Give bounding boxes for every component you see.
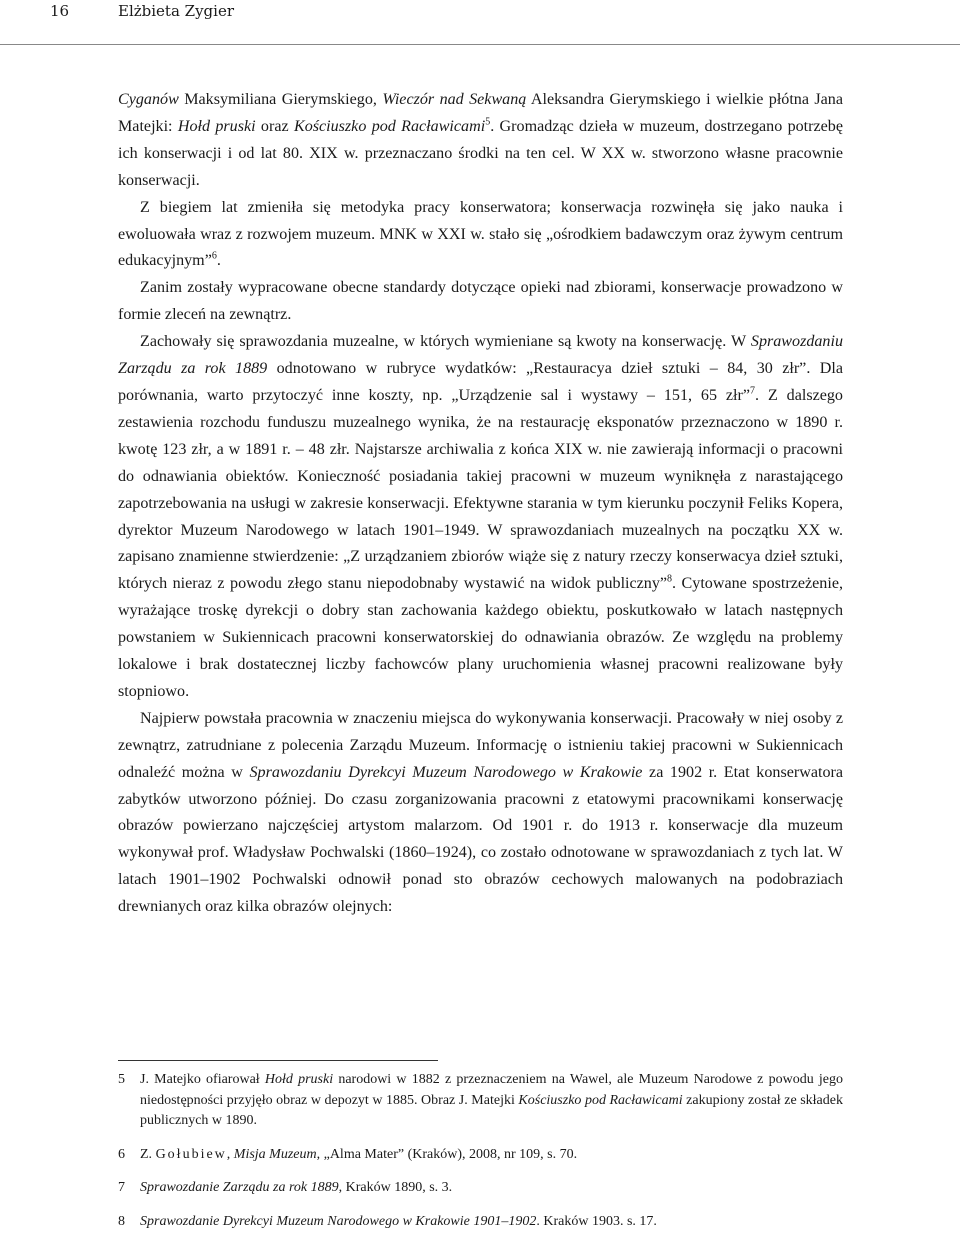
paragraph <box>118 329 843 706</box>
footnote-number: 5 <box>118 1072 125 1087</box>
author-name-spaced: Gołubiew <box>155 1146 227 1162</box>
text-run: Zachowały się sprawozdania muzealne, w których wymieniane są kwoty na konserwację. W <box>140 333 751 351</box>
footnote-item <box>118 1070 843 1132</box>
italic-title: Misja Muzeum <box>233 1146 317 1162</box>
italic-title: Sprawozdanie Dyrekcyi Muzeum Narodowego w Krakowie 1901–1902 <box>140 1213 537 1229</box>
footnote-ref[interactable]: 5 <box>485 116 491 128</box>
text-run: Najpierw powstała pracownia w znaczeniu miejsca do wykonywania konserwacji. Pracowały w niej osoby z zewnątrz, zatrudniane z polecenia Zarządu Muzeum. Informację o istnieniu takiej pracowni w Sukiennicach odnaleźć można w <box>118 709 843 781</box>
footnote-number: 8 <box>118 1213 125 1229</box>
text-run: . Cytowane spostrzeżenie, wyrażające troskę dyrekcji o dobry stan zachowania każdego obiektu, poskutkowało w latach następnych powstaniem w Sukiennicach pracowni konserwatorskiej do odnawiania obrazów. Ze względu na problemy lokalowe i brak dostatecznej liczby fachowców plany uruchomienia własnej pracowni realizowane były stopniowo. <box>118 575 843 700</box>
paragraph <box>118 706 843 921</box>
text-run: Aleksandra Gierymskiego i wielkie płótna Jana Matejki: <box>118 91 843 135</box>
body-text <box>118 87 843 921</box>
paragraph <box>118 195 843 276</box>
text-run: odnotowano w rubryce wydatków: „Restauracya dzieł sztuki – 84, 30 złr”. Dla porównania, warto przytoczyć inne koszty, np. „Urządzenie sal i wystawy – 151, 65 złr” <box>118 360 843 404</box>
text-run: Zanim zostały wypracowane obecne standardy dotyczące opieki nad zbiorami, konserwacje prowadzono w formie zleceń na zewnątrz. <box>118 279 843 324</box>
paragraph <box>118 275 843 329</box>
footnote-item <box>118 1178 843 1199</box>
italic-title: Hołd pruski <box>177 117 256 135</box>
text-run: Z. <box>140 1146 156 1162</box>
italic-title: Kościuszko pod Racławicami <box>518 1092 683 1108</box>
footnote-ref[interactable]: 7 <box>750 385 756 397</box>
text-run: , „Alma Mater” (Kraków), 2008, nr 109, s. 70. <box>316 1146 578 1162</box>
italic-title: Wieczór nad Sekwaną <box>382 91 527 108</box>
running-header <box>0 0 960 45</box>
footnote-item <box>118 1145 843 1166</box>
paragraph <box>118 87 843 195</box>
text-run: Maksymiliana Gierymskiego, <box>178 91 383 108</box>
text-run: , Kraków 1890, s. 3. <box>338 1180 453 1195</box>
italic-title: Sprawozdaniu Dyrekcyi Muzeum Narodowego w Krakowie <box>249 763 643 781</box>
italic-title: Kościuszko pod Racławicami <box>293 117 486 135</box>
text-run: , <box>226 1146 234 1162</box>
italic-title: Sprawozdanie Zarządu za rok 1889 <box>140 1180 339 1195</box>
footnote-ref[interactable]: 8 <box>667 573 673 585</box>
text-run: oraz <box>255 117 294 135</box>
footnote-divider <box>118 1060 438 1061</box>
text-run: . Z dalszego zestawienia rozchodu funduszu muzealnego wynika, że na restaurację eksponatów przeznaczono w 1890 r. kwotę 123 złr, a w 1891 r. – 48 złr. Najstarsze archiwalia z końca XIX w. nie zawierają informacji o pracowni do odnawiania obiektów. Konieczność posiadania takiej pracowni w muzeum wyniknęła z narastającego zapotrzebowania na usługi w zakresie konserwacji. Efektywne starania w tym kierunku poczynił Feliks Kopera, dyrektor Muzeum Narodowego w latach 1901–1949. W sprawozdaniach muzealnych na początku XX w. zapisano znamienne stwierdzenie: „Z urządzaniem zbiorów wiąże się z natury rzeczy konserwacya dzieł sztuki, których nieraz z powodu złego stanu niepodobnaby wystawić na widok publiczny” <box>118 386 843 593</box>
text-run: narodowi w 1882 z przeznaczeniem na Wawel, ale Muzeum Narodowe z powodu jego niedostępności przyjęło obraz w depozyt w 1885. Obraz J. Matejki <box>140 1072 844 1108</box>
text-run: . Kraków 1903. s. 17. <box>536 1213 657 1229</box>
footnote-item <box>118 1212 843 1233</box>
page-number: 16 <box>50 2 70 20</box>
footnote-ref[interactable]: 6 <box>211 251 217 263</box>
footnotes <box>118 1070 843 1245</box>
footnote-number: 6 <box>118 1146 125 1162</box>
text-run: zakupiony został ze składek publicznych w 1890. <box>140 1092 843 1128</box>
text-run: Z biegiem lat zmieniła się metodyka pracy konserwatora; konserwacja rozwinęła się jako nauka i ewoluowała wraz z rozwojem muzeum. MNK w XXI w. stało się „ośrodkiem badawczym oraz żywym centrum edukacyjnym” <box>118 198 843 270</box>
text-run: J. Matejko ofiarował <box>140 1072 265 1087</box>
text-run: . Gromadząc dzieła w muzeum, dostrzegano potrzebę ich konserwacji i od lat 80. XIX w. przeznaczano środki na ten cel. W XX w. stworzono własne pracownie konserwacji. <box>118 117 843 189</box>
running-head-author: Elżbieta Zygier <box>118 2 235 20</box>
italic-title: Hołd pruski <box>264 1072 334 1087</box>
text-run: za 1902 r. Etat konserwatora zabytków utworzono później. Do czasu zorganizowania pracowni z etatowymi pracownikami konserwację obrazów powierzano najczęściej artystom malarzom. Od 1901 r. do 1913 r. konserwacje dla muzeum wykonywał prof. Władysław Pochwalski (1860–1924), co zostało odnotowane w sprawozdaniach z tych lat. W latach 1901–1902 Pochwalski odnowił ponad sto obrazów cechowych malowanych na podobraziach drewnianych oraz kilka obrazów olejnych: <box>118 763 843 916</box>
text-run: . <box>216 252 221 270</box>
italic-title: Sprawozdaniu Zarządu za rok 1889 <box>118 333 843 378</box>
footnote-number: 7 <box>118 1180 125 1195</box>
italic-title: Cyganów <box>118 91 179 108</box>
